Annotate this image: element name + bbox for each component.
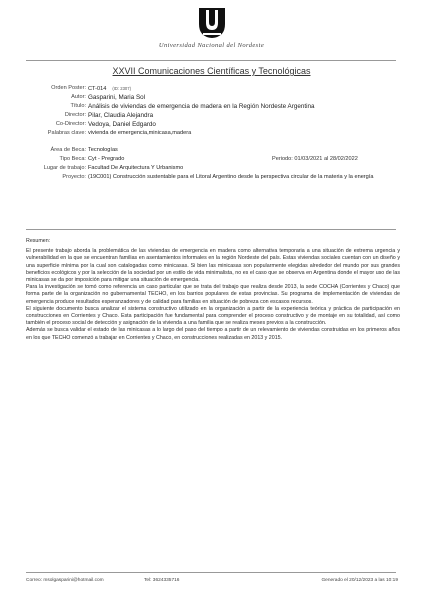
metadata-fields	[0, 84, 423, 182]
field-label: Orden Poster:	[51, 85, 86, 91]
field-lugar-trabajo	[0, 164, 423, 173]
field-label: Palabras clave:	[47, 130, 86, 136]
field-value: (19C001) Construcción sustentable para el Litoral Argentino desde la perspectiva circular de la materia y la energía	[88, 174, 374, 180]
footer-divider	[26, 572, 396, 573]
field-label: Autor:	[71, 94, 86, 100]
poster-id: (ID: 2307)	[112, 86, 131, 91]
field-area-beca	[0, 146, 423, 155]
field-orden	[0, 84, 423, 93]
field-palabras-clave	[0, 129, 423, 138]
unne-logo-icon	[197, 6, 227, 40]
field-value: Vedoya, Daniel Edgardo	[88, 121, 156, 128]
field-label: Proyecto:	[62, 174, 86, 180]
field-tipo-beca	[0, 155, 423, 164]
field-codirector	[0, 120, 423, 129]
page-header	[0, 6, 423, 49]
field-titulo	[0, 102, 423, 111]
field-label: Lugar de trabajo:	[43, 165, 86, 171]
footer-email: Correo: msolgasparini@hotmail.com	[26, 578, 104, 583]
field-value: Pilar, Claudia Alejandra	[88, 112, 154, 119]
field-value: CT-014	[88, 86, 107, 92]
header-divider	[26, 60, 396, 61]
field-value: Tecnologías	[88, 147, 118, 153]
abstract-heading: Resumen:	[26, 238, 51, 244]
field-value: Cyt - Pregrado	[88, 156, 125, 162]
field-autor	[0, 93, 423, 102]
footer-phone: Tel: 3624335716	[144, 578, 180, 583]
abstract-text: El presente trabajo aborda la problemática de las viviendas de emergencia en madera como alternativa temporaria a una situación de extrema urgencia y vulnerabilidad en la que se encuentran familias en asentamientos informales en la región Nordeste del país. Estas viviendas sociales cuentan con un diseño y una superficie mínima por la cual son catalogadas como minicasas. Si bien las minicasas son popularmente elegidas alrededor del mundo por sus grandes beneficios ecológicos y por la selección de la sociedad por un estilo de vida minimalista, no es el caso que se observa en Argentina donde el mayor uso de las minicasas se da por imposición para mitigar una situación de emergencia. Para la investigación se tomó como referencia un caso particular que se trata del trabajo que realiza desde 2013, la sede COCHA (Corrientes y Chaco) que forma parte de la organización no gubernamental TECHO, en los barrios populares de estas provincias. Su programa de implementación de viviendas de emergencia produce resultados esperanzadores y de calidad para familias en situación de pobreza con escasos recursos. El siguiente documento busca analizar el sistema constructivo utilizado en la organización a partir de la experiencia teórica y práctica de participación en construcciones en Corrientes y Chaco. Esta participación fue fundamental para comprender el proceso constructivo y de montaje en su totalidad, así como también el proceso social de detección y asignación de la vivienda a una familia que se realiza meses previos a la construcción. Además se busca validar el estado de las minicasas a lo largo del paso del tiempo a partir de un relevamiento de viviendas construidas en los primeros años en los que TECHO comenzó a trabajar en Corrientes y Chaco, en construcciones realizadas en 2013 y 2015.	[26, 248, 400, 341]
field-value: Gasparini, Maria Sol	[88, 94, 146, 101]
footer-generated-date: Generado el 20/12/2023 a las 10:19	[321, 578, 398, 583]
field-periodo: Periodo: 01/03/2021 al 28/02/2022	[272, 156, 358, 162]
field-value: Facultad De Arquitectura Y Urbanismo	[88, 165, 184, 171]
field-proyecto	[0, 173, 423, 182]
university-name: Universidad Nacional del Nordeste	[158, 42, 265, 49]
page-title: XXVII Comunicaciones Científicas y Tecnológicas	[112, 66, 311, 76]
field-label: Área de Beca:	[50, 147, 86, 153]
abstract-section	[26, 238, 400, 342]
field-label: Tipo Beca:	[59, 156, 86, 162]
field-value: Análisis de viviendas de emergencia de madera en la Región Nordeste Argentina	[88, 103, 315, 110]
field-label: Director:	[64, 112, 86, 118]
field-value: vivienda de emergencia,minicasa,madera	[88, 130, 192, 136]
field-director	[0, 111, 423, 120]
field-label: Co-Director:	[55, 121, 86, 127]
field-label: Título:	[70, 103, 86, 109]
abstract-divider	[26, 229, 396, 230]
